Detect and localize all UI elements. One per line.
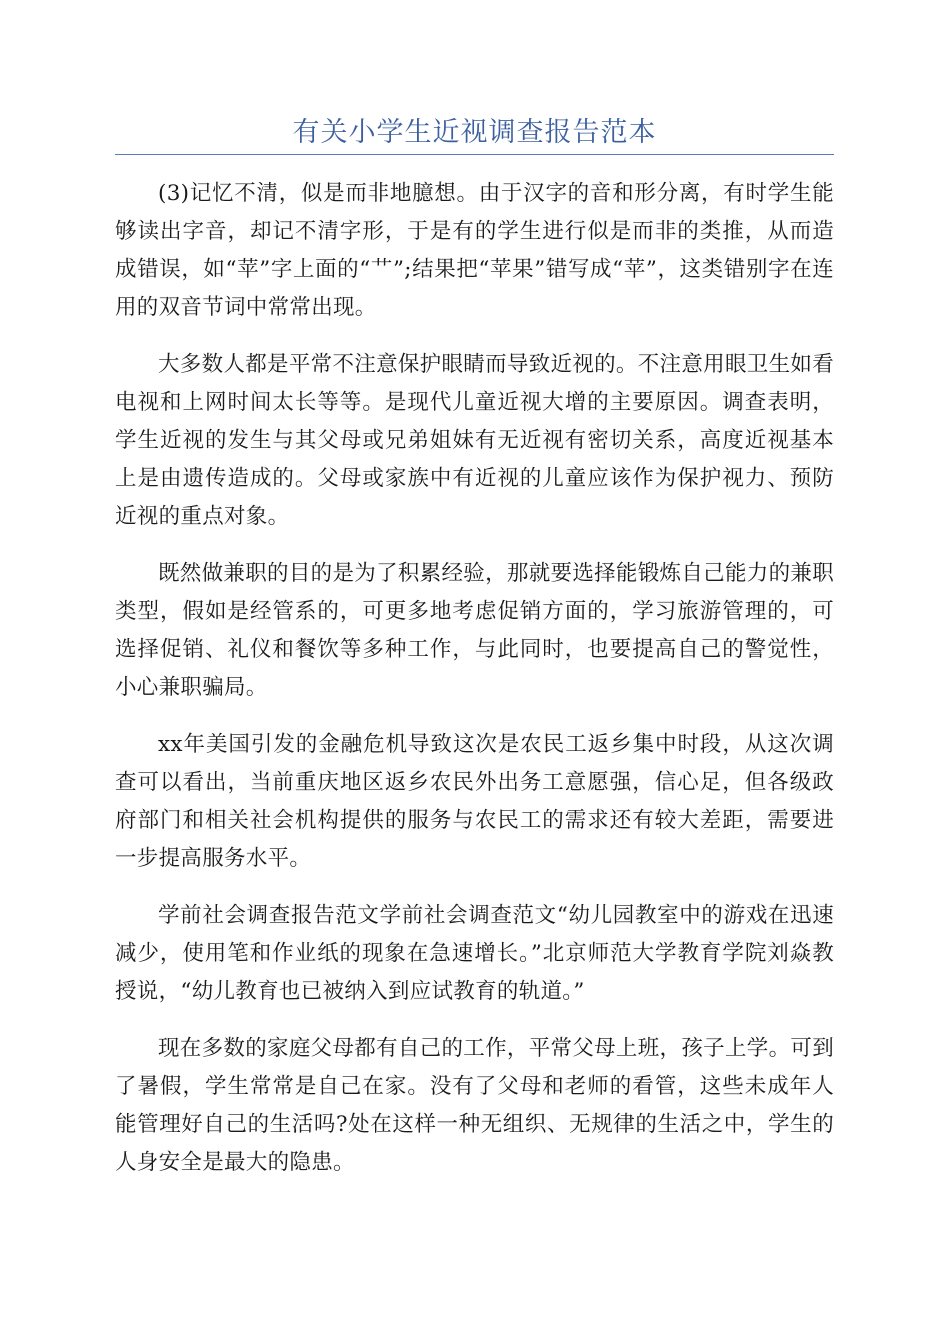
paragraph-4: xx年美国引发的金融危机导致这次是农民工返乡集中时段，从这次调查可以看出，当前重庆地区返乡农民外出务工意愿强，信心足，但各级政府部门和相关社会机构提供的服务与农民工的需求还有较大差距，需要进一步提高服务水平。 (115, 732, 834, 871)
page-title: 有关小学生近视调查报告范本 (292, 117, 657, 148)
paragraph-1: (3)记忆不清，似是而非地臆想。由于汉字的音和形分离，有时学生能够读出字音，却记不清字形，于是有的学生进行似是而非的类推，从而造成错误，如“苹”字上面的“艹”;结果把“苹果”错写成“苹”，这类错别字在连用的双音节词中常常出现。 (115, 181, 834, 320)
paragraph-6: 现在多数的家庭父母都有自己的工作，平常父母上班，孩子上学。可到了暑假，学生常常是自己在家。没有了父母和老师的看管，这些未成年人能管理好自己的生活吗?处在这样一种无组织、无规律的生活之中，学生的人身安全是最大的隐患。 (115, 1036, 834, 1175)
paragraph-5: 学前社会调查报告范文学前社会调查范文“幼儿园教室中的游戏在迅速减少，使用笔和作业纸的现象在急速增长。”北京师范大学教育学院刘焱教授说，“幼儿教育也已被纳入到应试教育的轨道。” (115, 903, 834, 1004)
paragraph-2: 大多数人都是平常不注意保护眼睛而导致近视的。不注意用眼卫生如看电视和上网时间太长等等。是现代儿童近视大增的主要原因。调查表明，学生近视的发生与其父母或兄弟姐妹有无近视有密切关系，高度近视基本上是由遗传造成的。父母或家族中有近视的儿童应该作为保护视力、预防近视的重点对象。 (115, 352, 834, 529)
title-underline (115, 154, 834, 155)
paragraph-3: 既然做兼职的目的是为了积累经验，那就要选择能锻炼自己能力的兼职类型，假如是经管系的，可更多地考虑促销方面的，学习旅游管理的，可选择促销、礼仪和餐饮等多种工作，与此同时，也要提高自己的警觉性，小心兼职骗局。 (115, 561, 834, 700)
document-body (115, 175, 834, 1201)
